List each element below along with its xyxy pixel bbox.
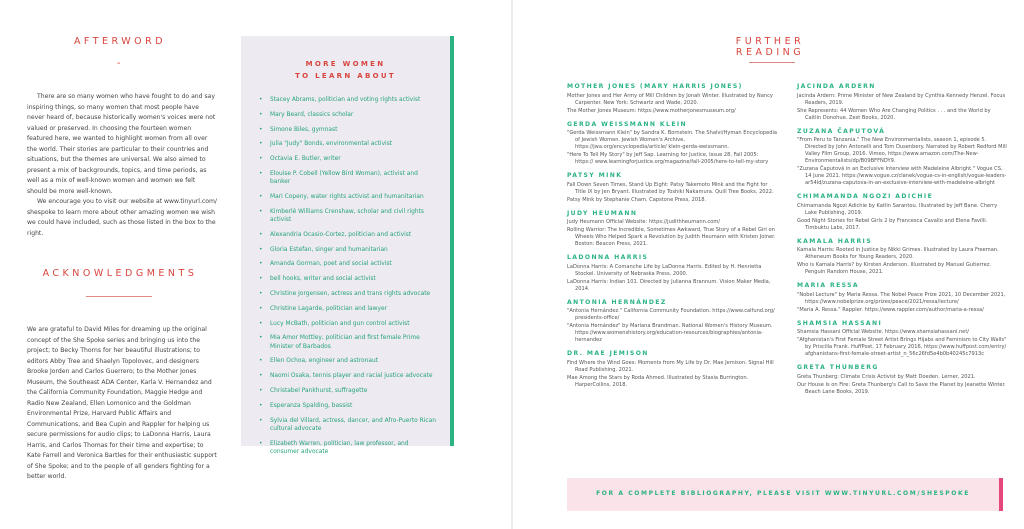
reading-section-name: ZUZANA ČAPUTOVÁ <box>797 127 886 135</box>
acknowledgments-body <box>27 325 217 483</box>
more-women-name: Stacey Abrams, politician and voting rights activist <box>270 97 421 103</box>
bullet-icon: • <box>259 231 263 238</box>
reading-entry: "Afghanistan's First Female Street Artist Brings Hijabs and Feminism to City Walls" by Priscilla Frank. HuffPost, 17 February 2016, https://www.huffpost.com/entry/ afghanistans-first-female-street-artist_n_56c26fd5e4b0b40245c7913c <box>797 337 1007 357</box>
reading-section <box>797 83 1007 122</box>
bullet-icon: • <box>259 373 263 380</box>
bullet-icon: • <box>259 305 263 312</box>
more-women-list-item <box>259 402 439 410</box>
bullet-icon: • <box>259 335 263 342</box>
more-women-list-item <box>259 305 439 313</box>
more-women-name: Naomi Osaka, tennis player and racial justice advocate <box>270 373 433 380</box>
reading-entry: "Antonia Hernández." California Community Foundation. https://www.calfund.org/ presidents-office/ <box>567 308 775 321</box>
reading-entry: Greta Thunberg: Climate Crisis Activist by Matt Doeden. Lerner, 2021. <box>797 373 976 380</box>
reading-section <box>797 128 1007 188</box>
reading-entry: "Nobel Lecture" by Maria Ressa. The Nobel Peace Prize 2021, 10 December 2021, https://www.nobelprize.org/prizes/peace/2021/ressa/lecture/ <box>797 291 1006 305</box>
bullet-icon: • <box>259 320 263 327</box>
more-women-list-item <box>259 334 439 350</box>
acknowledgments-paragraph: We are grateful to David Miles for dreaming up the original concept of the She Spoke series and bringing us into the project; to Becky Thorns for her beautiful illustrations; to editors Abby Tree and Shaelyn Topolovec, and designers Brooke Jorden and Carlos Guerrero; to the Mother Jones Museum, the Southeast ADA Center, Karla V. Hernandez and the California Community Foundation, Maggie Hedge and Radio New Zealand, Ellen Lomonico and the Goldman Environmental Prize, Harvard Public Affairs and Communications, and Bea Cupin and Rappler for helping us secure permissions for audio clips; to LaDonna Harris, Laura Harris, and Carlos Thomas for their time and expertise; to Kate Farrell and Veronica Bartles for their enthusiastic support of She Spoke; and to the people of all genders fighting for a better world. <box>27 326 217 480</box>
more-women-name: Sylvia del Villard, actress, dancer, and Afro-Puerto Rican cultural advocate <box>270 417 436 432</box>
bullet-icon: • <box>259 417 263 424</box>
reading-entry: Mother Jones and Her Army of Mill Children by Jonah Winter. Illustrated by Nancy Carpenter. New York: Schwartz and Wade, 2020. <box>567 92 773 106</box>
reading-section-name: DR. MAE JEMISON <box>567 350 649 357</box>
reading-section <box>567 83 777 115</box>
reading-entry: Mae Among the Stars by Roda Ahmed. Illustrated by Stasia Burrington. HarperCollins, 2018. <box>567 374 749 388</box>
more-women-name: Christabel Pankhurst, suffragette <box>270 387 368 394</box>
reading-section <box>797 320 1007 359</box>
bullet-icon: • <box>259 126 263 133</box>
more-women-list-item <box>259 96 439 104</box>
reading-entry: Who is Kamala Harris? by Kirsten Anderson. Illustrated by Manuel Gutierrez. Penguin Random House, 2021. <box>797 262 992 275</box>
bullet-icon: • <box>259 170 263 177</box>
reading-section <box>567 172 777 204</box>
more-women-name: Kimberlé Williams Crenshaw, scholar and civil rights activist <box>270 208 424 223</box>
reading-entry: Kamala Harris: Rooted in Justice by Nikki Grimes. Illustrated by Laura Freeman. Atheneum Books for Young Readers, 2020. <box>797 247 999 260</box>
more-women-list-item <box>259 320 439 328</box>
bullet-icon: • <box>259 141 263 148</box>
bullet-icon: • <box>259 402 263 409</box>
reading-entry: "Here To Tell My Story" by Jeff Sap. Learning for Justice, Issue 28, Fall 2005: https:// www.learningforjustice.org/magazine/fall-2005/here-to-tell-my-story <box>567 152 769 165</box>
more-women-list-item <box>259 126 439 134</box>
more-women-name: Amanda Gorman, poet and social activist <box>270 261 392 268</box>
more-women-name: Mari Copeny, water rights activist and humanitarian <box>270 193 424 200</box>
bullet-icon: • <box>259 111 263 118</box>
more-women-list-item <box>259 275 439 283</box>
more-women-list-item <box>259 387 439 395</box>
reading-section <box>567 210 777 249</box>
reading-section-name: JUDY HEUMANN <box>567 209 638 217</box>
acknowledgments-heading: ACKNOWLEDGMENTS <box>42 268 198 279</box>
afterword-heading: AFTERWORD <box>73 36 167 47</box>
reading-entry: Rolling Warrior: The Incredible, Sometimes Awkward, True Story of a Rebel Girl on Wheels Who Helped Spark a Revolution by Judith Heumann with Kristen Joiner. Boston: Beacon Press, 2021. <box>567 227 776 247</box>
more-women-name: Ellen Ochoa, engineer and astronaut <box>270 358 379 365</box>
reading-entry: Find Where the Wind Goes: Moments from My Life by Dr. Mae Jemison. Signal Hill Road Publishing, 2021. <box>567 359 774 373</box>
more-women-list <box>259 96 439 463</box>
afterword-dash: - <box>117 58 121 69</box>
bibliography-banner <box>567 478 1003 511</box>
reading-section-name: ANTONIA HERNÁNDEZ <box>567 298 667 306</box>
more-women-name: Elizabeth Warren, politician, law professor, and consumer advocate <box>270 440 409 455</box>
more-women-name: Mia Amor Mottley, politician and first female Prime Minister of Barbados <box>270 335 420 350</box>
bullet-icon: • <box>259 440 263 447</box>
reading-entry: Patsy Mink by Stephanie Cham. Capstone Press, 2018. <box>567 196 707 203</box>
reading-entry: "Antonia Hernández" by Mariana Brandman. National Women's History Museum. https://www.womenshistory.org/education-resources/biographies/antonia- hernandez <box>567 323 773 343</box>
more-women-box <box>241 36 454 455</box>
bullet-icon: • <box>259 276 263 283</box>
acknowledgments-underline <box>86 296 152 297</box>
more-women-list-item <box>259 111 439 119</box>
more-women-name: Simone Biles, gymnast <box>270 126 338 133</box>
reading-section <box>797 193 1007 232</box>
more-women-list-item <box>259 208 439 224</box>
reading-section-name: MOTHER JONES (MARY HARRIS JONES) <box>567 83 743 90</box>
bullet-icon: • <box>259 208 263 215</box>
more-women-name: Esperanza Spalding, bassist <box>270 402 353 409</box>
more-women-list-item <box>259 246 439 254</box>
more-women-name: bell hooks, writer and social activist <box>270 276 376 283</box>
more-women-title <box>241 58 450 82</box>
more-women-list-item <box>259 140 439 148</box>
more-women-name: Gloria Estefan, singer and humanitarian <box>270 246 388 253</box>
afterword-paragraph: We encourage you to visit our website at www.tinyurl.com/ shespoke to learn more about other amazing women we wish we could have included, such as those listed in the box to the right. <box>27 198 217 237</box>
reading-section <box>797 364 1007 396</box>
more-women-name: Julia "Judy" Bonds, environmental activist <box>270 141 393 148</box>
reading-entry: The Mother Jones Museum: https://www.motherjonesmuseum.org/ <box>567 107 736 114</box>
afterword-paragraph: There are so many women who have fought to do and say inspiring things, so many women that most people have never heard of, because historically women's voices were not valued or preserved. In choosing the fourteen women featured here, we wanted to highlight women from all over the world. Their stories are particular to their countries and situations, but the themes are universal. We also aimed to present a mix of backgrounds, topics, and time periods, as well as a mix of well-known women and women we felt should be more well-known. <box>27 93 216 195</box>
reading-entry: Jacinda Ardern: Prime Minister of New Zealand by Cynthia Kennedy Henzel. Focus Readers, 2019. <box>797 92 1006 106</box>
more-women-name: Christine Lagarde, politician and lawyer <box>270 305 388 312</box>
reading-section-name: MARIA RESSA <box>797 282 860 289</box>
reading-section-name: KAMALA HARRIS <box>797 237 872 245</box>
more-women-accent-bar <box>450 36 454 446</box>
more-women-list-item <box>259 260 439 268</box>
more-women-list-item <box>259 155 439 163</box>
reading-entry: Shamsia Hassani Official Website. https://www.shamsiahassani.net/ <box>797 329 970 335</box>
bullet-icon: • <box>259 387 263 394</box>
reading-section-name: SHAMSIA HASSANI <box>797 319 883 327</box>
reading-section-name: CHIMAMANDA NGOZI ADICHIE <box>797 193 934 200</box>
more-women-title-line2: TO LEARN ABOUT <box>295 72 396 80</box>
bullet-icon: • <box>259 261 263 268</box>
reading-section <box>567 254 777 293</box>
reading-section <box>567 350 777 389</box>
reading-entry: Chimamanda Ngozi Adichie by Katlin Sarantou. Illustrated by Jeff Bane. Cherry Lake Publishing, 2019. <box>797 202 998 216</box>
reading-entry: "From Peru to Tanzania." The New Environmentalists, season 1, episode 5. Directed by John Antonelli and Tom Dusenbery. Narrated by Robert Redford Mill Valley Film Group, 2016. Vimeo, https://www.amazon.com/The-New- Environmentalists/dp/B09BFFNDY9. <box>797 137 1007 164</box>
afterword-body <box>27 92 217 239</box>
bullet-icon: • <box>259 290 263 297</box>
reading-entry: Judy Heumann Official Website: https://judithheumann.com/ <box>567 219 721 225</box>
more-women-list-item <box>259 231 439 239</box>
reading-entry: LaDonna Harris: A Comanche Life by LaDonna Harris. Edited by H. Henrietta Stockel. University of Nebraska Press, 2000. <box>567 263 762 277</box>
more-women-list-item <box>259 170 439 186</box>
reading-entry: "Zuzana Čaputová in an Exclusive Interview with Madeleine Albright." Vogue CS, 14 June 2021. https://www.vogue.cz/clanek/vogue-cs-in-english/vogue-leaders- ar54ld/zuzana-caputova-in-an-exclusive-interview-with-madeleine-albright <box>797 166 1007 186</box>
more-women-list-item <box>259 372 439 380</box>
bullet-icon: • <box>259 156 263 163</box>
more-women-name: Lucy McBath, politician and gun control activist <box>270 320 410 327</box>
bullet-icon: • <box>259 358 263 365</box>
more-women-name: Octavia E. Butler, writer <box>270 156 341 163</box>
bullet-icon: • <box>259 97 263 103</box>
reading-entry: LaDonna Harris: Indian 101. Directed by Julianna Brannum. Vision Maker Media, 2014. <box>567 278 771 292</box>
more-women-name: Elouise P. Cobell (Yellow Bird Woman), activist and banker <box>270 170 418 186</box>
reading-section-name: GERDA WEISSMANN KLEIN <box>567 120 688 128</box>
more-women-name: Alexandria Ocasio-Cortez, politician and activist <box>270 231 412 238</box>
more-women-list-item <box>259 440 439 456</box>
reading-section-name: LADONNA HARRIS <box>567 254 649 261</box>
reading-entry: Our House Is on Fire: Greta Thunberg's Call to Save the Planet by Jeanette Winter. Beach Lane Books, 2019. <box>797 381 1006 395</box>
reading-section-name: JACINDA ARDERN <box>797 83 876 90</box>
further-reading-column-1 <box>567 83 777 395</box>
more-women-list-item <box>259 290 439 298</box>
more-women-list-item <box>259 193 439 201</box>
reading-entry: Fall Down Seven Times, Stand Up Eight: Patsy Takemoto Mink and the Fight for Title IX by Jen Bryant. Illustrated by Toshiki Nakamura. Quill Tree Books, 2022. <box>567 181 774 195</box>
reading-section-name: GRETA THUNBERG <box>797 364 879 371</box>
reading-entry: "Gerda Weissmann Klein" by Sandra K. Bornstein. The Shalvi/Hyman Encyclopedia of Jewish Women. Jewish Women's Archive, https://jwa.org/encyclopedia/article/ klein-gerda-weissmann. <box>567 130 778 150</box>
page-gutter <box>511 0 513 529</box>
reading-section-name: PATSY MINK <box>567 172 623 179</box>
more-women-title-line1: MORE WOMEN <box>305 60 386 68</box>
reading-section <box>797 282 1007 314</box>
reading-section <box>797 238 1007 277</box>
more-women-list-item <box>259 357 439 365</box>
further-reading-heading: FURTHER READING <box>735 36 805 58</box>
reading-entry: Good Night Stories for Rebel Girls 2 by Francesca Cavallo and Elena Favilli. Timbuktu Labs, 2017. <box>797 217 988 231</box>
further-reading-column-2 <box>797 83 1007 402</box>
bullet-icon: • <box>259 246 263 253</box>
reading-entry: She Represents: 44 Women Who Are Changing Politics . . . and the World by Caitlin Donohue. Zest Books, 2020. <box>797 107 991 121</box>
reading-entry: "Maria A. Ressa." Rappler. https://www.rappler.com/author/maria-a-ressa/ <box>797 306 984 313</box>
bibliography-link-text[interactable]: FOR A COMPLETE BIBLIOGRAPHY, PLEASE VISIT WWW.TINYURL.COM/SHESPOKE <box>596 490 970 497</box>
more-women-list-item <box>259 417 439 433</box>
bullet-icon: • <box>259 193 263 200</box>
more-women-name: Mary Beard, classics scholar <box>270 111 354 118</box>
reading-section <box>567 121 777 167</box>
more-women-name: Christine Jorgensen, actress and trans rights advocate <box>270 290 431 297</box>
bibliography-banner-accent-bar <box>999 478 1003 511</box>
further-reading-underline <box>749 62 795 63</box>
reading-section <box>567 299 777 345</box>
